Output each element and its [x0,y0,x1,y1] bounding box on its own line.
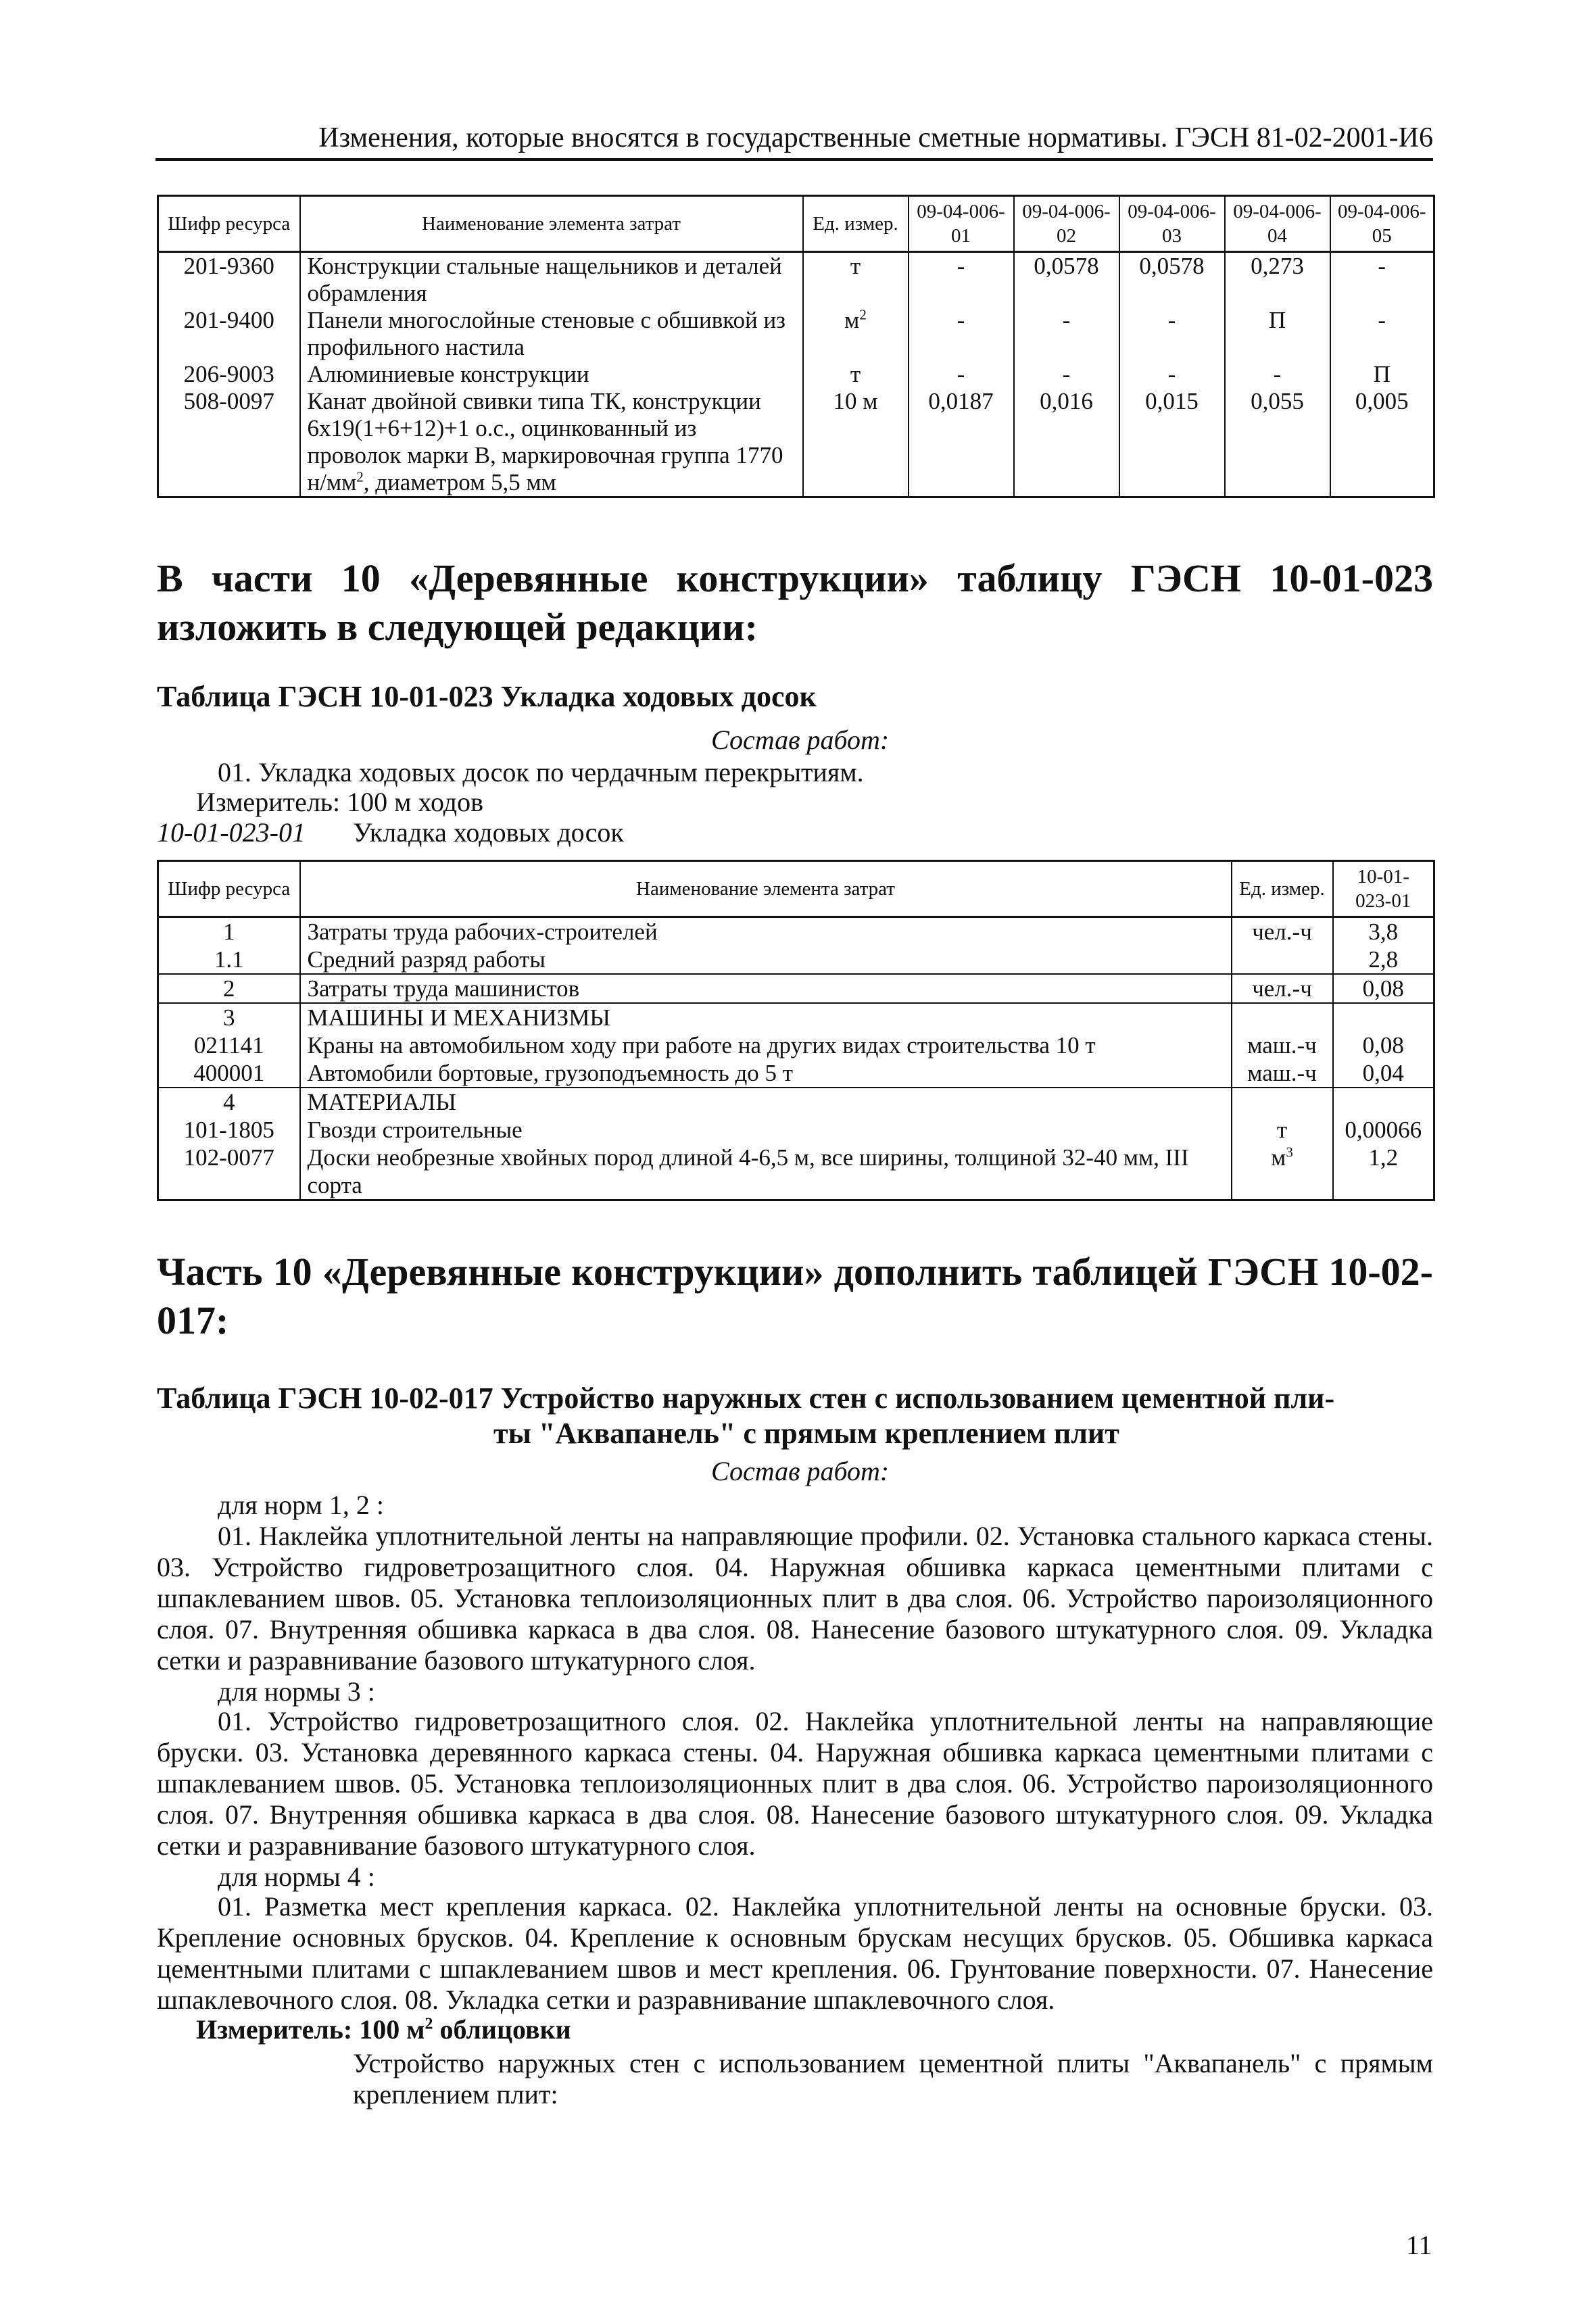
resource-code: 206-9003 [158,361,300,388]
unit [1232,1003,1333,1031]
value-cell: 0,0578 [1014,252,1119,308]
table-caption-continued: ты "Аквапанель" с прямым креплением плит [493,1417,1119,1450]
unit: т [803,361,909,388]
resource-name: Алюминиевые конструкции [300,361,803,388]
table-row [158,1031,1434,1059]
table-row [158,307,1434,361]
table-row [158,946,1434,974]
work-composition-paragraph: 01. Устройство гидроветрозащитного слоя. 02. Наклейка уплотнительной ленты на направляющие бруски. 03. Установка деревянного каркаса стены. 04. Наружная обшивка каркаса цементными плитами с шпаклеванием швов. 05. Установка теплоизоляционных плит в два слоя. 06. Устройство пароизоляционного слоя. 07. Внутренняя обшивка каркаса в два слоя. 08. Нанесение базового штукатурного слоя. 09. Укладка сетки и разравнивание базового штукатурного слоя. [157,1706,1433,1861]
table-row [158,1116,1434,1144]
resource-name: Средний разряд работы [300,946,1232,974]
section-name: МАТЕРИАЛЫ [300,1088,1232,1116]
section-heading: Часть 10 «Деревянные конструкции» дополнить таблицей ГЭСН 10-02-017: [157,1250,1433,1342]
table-row [158,1059,1434,1088]
value-cell: 0,08 [1333,974,1434,1003]
resource-table-10-01-023 [157,860,1435,1201]
page-number: 11 [1406,2230,1432,2260]
value-cell: 0,273 [1225,252,1330,308]
value-cell: 2,8 [1333,946,1434,974]
resource-name: Затраты труда рабочих-строителей [300,917,1232,946]
norm-name: Укладка ходовых досок [353,817,624,848]
value-cell: 0,08 [1333,1031,1434,1059]
table-row [158,1144,1434,1200]
resource-name: Канат двойной свивки типа ТК, конструкции 6х19(1+6+12)+1 о.с., оцинкованный из проволок марки В, маркировочная группа 1770 $н/мм^2$, диаметром 5,5 мм [300,388,803,497]
composition-label: Состав работ: [711,1456,890,1486]
resource-name: Гвозди строительные [300,1116,1232,1144]
unit: маш.-ч [1232,1059,1333,1088]
unit: маш.-ч [1232,1031,1333,1059]
resource-code: 1 [158,917,300,946]
meter-line: Измеритель: 100 $м^2$ облицовки [196,2014,571,2045]
resource-code: 400001 [158,1059,300,1088]
table-row [158,917,1434,946]
meter-line: Измеритель: 100 м ходов [196,787,484,817]
value-cell: 0,016 [1014,388,1119,497]
resource-code: 201-9360 [158,252,300,308]
resource-code: 3 [158,1003,300,1031]
value-cell: - [909,361,1014,388]
unit: чел.-ч [1232,974,1333,1003]
table-row [158,252,1434,308]
work-composition-paragraph: 01. Наклейка уплотнительной ленты на направляющие профили. 02. Установка стального каркаса стены. 03. Устройство гидроветрозащитного слоя. 04. Наружная обшивка каркаса цементными плитами с шпаклеванием швов. 05. Установка теплоизоляционных плит в два слоя. 06. Устройство пароизоляционного слоя. 07. Внутренняя обшивка каркаса в два слоя. 08. Нанесение базового штукатурного слоя. 09. Укладка сетки и разравнивание базового штукатурного слоя. [157,1521,1433,1676]
resource-code: 201-9400 [158,307,300,361]
value-cell: - [1014,361,1119,388]
value-cell: - [1119,361,1225,388]
resource-code: 102-0077 [158,1144,300,1200]
resource-code: 2 [158,974,300,1003]
table-header-row [158,861,1434,917]
norm-description: Устройство наружных стен с использованием цементной плиты "Аквапанель" с прямым креплением плит: [353,2048,1433,2110]
value-cell: 0,04 [1333,1059,1434,1088]
value-cell: 0,0187 [909,388,1014,497]
value-cell: - [1014,307,1119,361]
table-caption: Таблица ГЭСН 10-01-023 Укладка ходовых досок [157,680,817,713]
work-composition-paragraph: 01. Разметка мест крепления каркаса. 02. Наклейка уплотнительной ленты на основные бруски. 03. Крепление основных брусков. 04. Крепление к основным брускам несущих брусков. 05. Обшивка каркаса цементными плитами с шпаклеванием швов и мест крепления. 06. Грунтование поверхности. 07. Нанесение шпаклевочного слоя. 08. Укладка сетки и разравнивание шпаклевочного слоя. [157,1891,1433,2015]
resource-code: 101-1805 [158,1116,300,1144]
resource-code: 1.1 [158,946,300,974]
unit: т [803,252,909,308]
table-row [158,974,1434,1003]
resource-code: 508-0097 [158,388,300,497]
column-header: 10-01-023-01 [1333,861,1434,917]
resource-name: Краны на автомобильном ходу при работе на других видах строительства 10 т [300,1031,1232,1059]
column-header: 09-04-006-02 [1014,196,1119,252]
unit: $м^2$ [803,307,909,361]
section-name: МАШИНЫ И МЕХАНИЗМЫ [300,1003,1232,1031]
column-header: Ед. измер. [803,196,909,252]
resource-name: Автомобили бортовые, грузоподъемность до 5 т [300,1059,1232,1088]
resource-name: Конструкции стальные нащельников и деталей обрамления [300,252,803,308]
resource-name: Доски необрезные хвойных пород длиной 4-6,5 м, все ширины, толщиной 32-40 мм, III сорта [300,1144,1232,1200]
value-cell: - [1225,361,1330,388]
value-cell: 0,005 [1330,388,1434,497]
value-cell [1333,1088,1434,1116]
resource-name: Панели многослойные стеновые с обшивкой из профильного настила [300,307,803,361]
table-section-row [158,1003,1434,1031]
column-header: Наименование элемента затрат [300,196,803,252]
value-cell: 1,2 [1333,1144,1434,1200]
resource-code: 021141 [158,1031,300,1059]
value-cell: 0,055 [1225,388,1330,497]
value-cell [1333,1003,1434,1031]
unit: 10 м [803,388,909,497]
column-header: 09-04-006-01 [909,196,1014,252]
unit: т [1232,1116,1333,1144]
table-row [158,361,1434,388]
work-composition: 01. Укладка ходовых досок по чердачным перекрытиям. [218,757,864,787]
running-header: Изменения, которые вносятся в государственные сметные нормативы. ГЭСН 81-02-2001-И6 [155,119,1433,161]
column-header: Наименование элемента затрат [300,861,1232,917]
column-header: Шифр ресурса [158,861,300,917]
norm-code: 10-01-023-01 [157,817,306,848]
value-cell: - [1330,252,1434,308]
value-cell: - [909,252,1014,308]
table-row [158,388,1434,497]
unit [1232,946,1333,974]
column-header: 09-04-006-03 [1119,196,1225,252]
norm-group-label: для нормы 3 : [218,1676,375,1707]
norm-group-label: для нормы 4 : [218,1861,375,1892]
unit: чел.-ч [1232,917,1333,946]
value-cell: П [1225,307,1330,361]
resource-name: Затраты труда машинистов [300,974,1232,1003]
resource-table-09-04-006 [157,195,1435,498]
value-cell: - [1119,307,1225,361]
table-caption: Таблица ГЭСН 10-02-017 Устройство наружных стен с использованием цементной пли- [157,1382,1335,1415]
table-header-row [158,196,1434,252]
value-cell: 0,0578 [1119,252,1225,308]
table-section-row [158,1088,1434,1116]
resource-code: 4 [158,1088,300,1116]
value-cell: 0,015 [1119,388,1225,497]
column-header: Шифр ресурса [158,196,300,252]
column-header: 09-04-006-04 [1225,196,1330,252]
column-header: Ед. измер. [1232,861,1333,917]
composition-label: Состав работ: [711,725,890,755]
unit [1232,1088,1333,1116]
section-heading: В части 10 «Деревянные конструкции» таблицу ГЭСН 10-01-023 изложить в следующей редакции: [157,556,1433,649]
unit: $м^3$ [1232,1144,1333,1200]
value-cell: П [1330,361,1434,388]
value-cell: 3,8 [1333,917,1434,946]
value-cell: - [909,307,1014,361]
value-cell: 0,00066 [1333,1116,1434,1144]
column-header: 09-04-006-05 [1330,196,1434,252]
value-cell: - [1330,307,1434,361]
norm-group-label: для норм 1, 2 : [218,1490,384,1520]
